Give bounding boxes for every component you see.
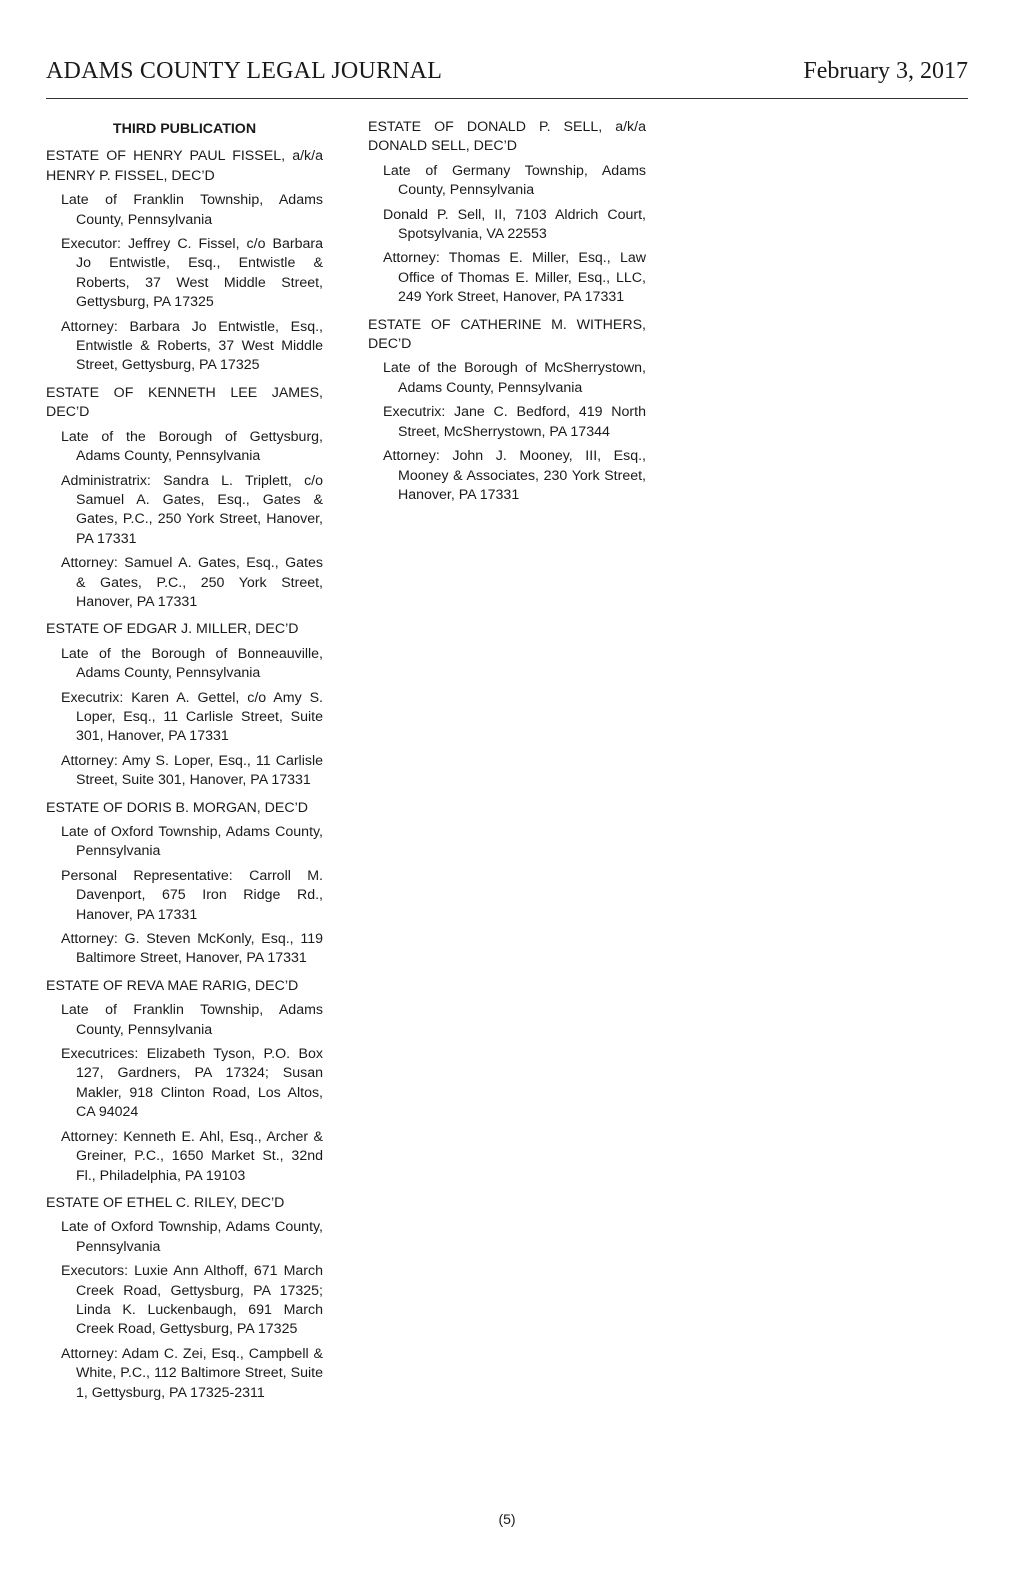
estate-attorney: Attorney: Kenneth E. Ahl, Esq., Archer & Greiner, P.C., 1650 Market St., 32nd Fl., Philadelphia, PA 19103 — [61, 1128, 323, 1184]
estate-residence: Late of Franklin Township, Adams County, Pennsylvania — [61, 1002, 323, 1038]
estate-notice — [368, 316, 646, 506]
left-column — [46, 118, 323, 1411]
estate-attorney: Attorney: Samuel A. Gates, Esq., Gates & Gates, P.C., 250 York Street, Hanover, PA 17331 — [61, 555, 323, 610]
estate-representative: Donald P. Sell, II, 7103 Aldrich Court, Spotsylvania, VA 22553 — [383, 206, 646, 243]
estate-title: ESTATE OF DORIS B. MORGAN, DEC’D — [46, 799, 308, 816]
estate-attorney: Attorney: Amy S. Loper, Esq., 11 Carlisle Street, Suite 301, Hanover, PA 17331 — [61, 752, 323, 789]
estate-residence: Late of Oxford Township, Adams County, Pennsylvania — [61, 1219, 323, 1255]
estate-notice — [46, 147, 323, 375]
estate-title: ESTATE OF KENNETH LEE JAMES, DEC’D — [46, 384, 323, 421]
estate-representative: Personal Representative: Carroll M. Davenport, 675 Iron Ridge Rd., Hanover, PA 17331 — [61, 867, 323, 923]
estate-representative: Executors: Luxie Ann Althoff, 671 March Creek Road, Gettysburg, PA 17325; Linda K. Luckenbaugh, 691 March Creek Road, Gettysburg, PA 17325 — [61, 1263, 323, 1338]
estate-title: ESTATE OF REVA MAE RARIG, DEC’D — [46, 977, 299, 994]
estate-attorney: Attorney: John J. Mooney, III, Esq., Mooney & Associates, 230 York Street, Hanover, PA 17331 — [383, 448, 646, 503]
estate-title: ESTATE OF EDGAR J. MILLER, DEC’D — [46, 621, 299, 638]
estate-title: ESTATE OF CATHERINE M. WITHERS, DEC’D — [368, 316, 646, 353]
estate-residence: Late of Germany Township, Adams County, Pennsylvania — [383, 162, 646, 199]
estate-attorney: Attorney: Adam C. Zei, Esq., Campbell & White, P.C., 112 Baltimore Street, Suite 1, Gettysburg, PA 17325-2311 — [61, 1345, 323, 1401]
estate-attorney: Attorney: Barbara Jo Entwistle, Esq., Entwistle & Roberts, 37 West Middle Street, Gettysburg, PA 17325 — [61, 318, 323, 374]
estate-residence: Late of Franklin Township, Adams County, Pennsylvania — [61, 192, 323, 228]
estate-title: ESTATE OF ETHEL C. RILEY, DEC’D — [46, 1194, 285, 1211]
estate-residence: Late of the Borough of McSherrystown, Adams County, Pennsylvania — [383, 360, 646, 396]
page-header — [46, 54, 968, 99]
estate-notice — [46, 799, 323, 969]
estate-attorney: Attorney: G. Steven McKonly, Esq., 119 Baltimore Street, Hanover, PA 17331 — [61, 931, 323, 967]
estate-notice — [368, 118, 646, 308]
estate-notice — [46, 620, 323, 790]
estate-notice — [46, 384, 323, 612]
journal-title: ADAMS COUNTY LEGAL JOURNAL — [46, 58, 443, 84]
section-heading: THIRD PUBLICATION — [112, 121, 257, 137]
right-column — [368, 118, 646, 513]
estate-representative: Executor: Jeffrey C. Fissel, c/o Barbara Jo Entwistle, Esq., Entwistle & Roberts, 37 West Middle Street, Gettysburg, PA 17325 — [61, 236, 323, 311]
estate-representative: Executrices: Elizabeth Tyson, P.O. Box 127, Gardners, PA 17324; Susan Makler, 918 Clinton Road, Los Altos, CA 94024 — [61, 1046, 323, 1121]
estate-title: ESTATE OF DONALD P. SELL, a/k/a DONALD SELL, DEC’D — [368, 119, 646, 155]
estate-attorney: Attorney: Thomas E. Miller, Esq., Law Office of Thomas E. Miller, Esq., LLC, 249 York Street, Hanover, PA 17331 — [383, 250, 646, 306]
estate-residence: Late of the Borough of Gettysburg, Adams County, Pennsylvania — [61, 428, 323, 465]
estate-representative: Executrix: Karen A. Gettel, c/o Amy S. Loper, Esq., 11 Carlisle Street, Suite 301, Hanover, PA 17331 — [61, 689, 323, 745]
page-number: (5) — [498, 1511, 516, 1527]
estate-representative: Administratrix: Sandra L. Triplett, c/o Samuel A. Gates, Esq., Gates & Gates, P.C., 250 York Street, Hanover, PA 17331 — [61, 472, 323, 547]
estate-representative: Executrix: Jane C. Bedford, 419 North Street, McSherrystown, PA 17344 — [383, 404, 646, 440]
estate-residence: Late of the Borough of Bonneauville, Adams County, Pennsylvania — [61, 645, 323, 682]
estate-residence: Late of Oxford Township, Adams County, Pennsylvania — [61, 824, 323, 860]
issue-date: February 3, 2017 — [803, 58, 968, 84]
estate-notice — [46, 1194, 323, 1403]
estate-notice — [46, 977, 323, 1186]
estate-title: ESTATE OF HENRY PAUL FISSEL, a/k/a HENRY P. FISSEL, DEC’D — [46, 148, 323, 184]
